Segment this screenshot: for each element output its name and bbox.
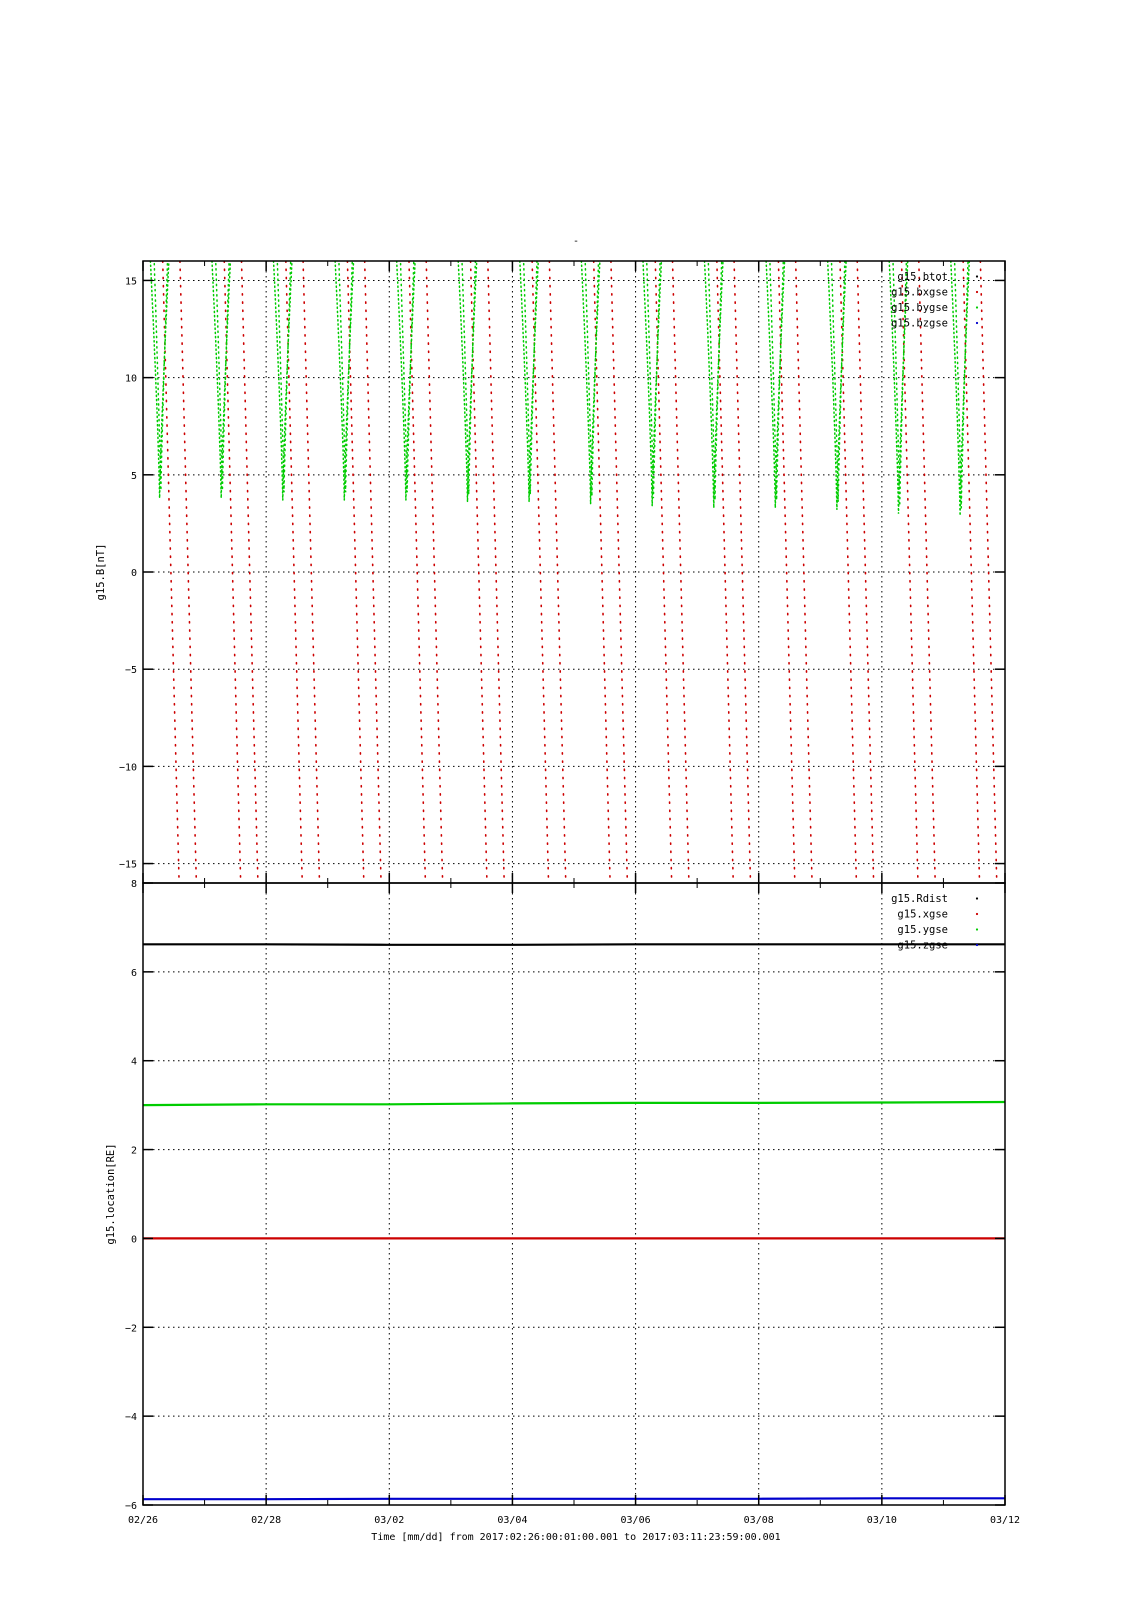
panel1-ytick-label-4: 5 [130, 470, 137, 482]
bygse-dip-12 [889, 261, 908, 514]
panel2-ytick-label-1: −4 [124, 1412, 137, 1424]
panel1-ytick-label-3: 0 [130, 568, 137, 579]
legend-label-g15-bxgse: g15.bxgse [891, 286, 948, 299]
series-line-g15-Rdist [143, 944, 1005, 945]
x-tick-label-2: 03/02 [374, 1515, 405, 1526]
x-axis-label: Time [mm/dd] from 2017:02:26:00:01:00.001 to 2017:03:11:23:59:00.001 [371, 1532, 781, 1543]
bygse-dip-3 [335, 261, 354, 500]
legend-marker-g15-bzgse [976, 322, 978, 324]
bxgse-ramp-30 [1025, 261, 1041, 883]
x-tick-label-3: 03/04 [497, 1515, 528, 1526]
bygse-dip-inner-13 [954, 253, 968, 508]
x-tick-label-5: 03/08 [743, 1515, 774, 1526]
bygse-dip-inner-0 [154, 253, 168, 490]
legend-label-g15-bzgse: g15.bzgse [891, 317, 948, 330]
panel1-ytick-label-2: −5 [124, 665, 137, 677]
legend-marker-g15-bygse [976, 306, 978, 308]
legend-label-g15-zgse: g15.zgse [897, 939, 948, 952]
legend-marker-g15-ygse [976, 928, 978, 930]
bxgse-ramp-2 [163, 261, 179, 883]
bygse-dip-4 [397, 261, 415, 500]
panel2-grid [143, 883, 1005, 1505]
x-tick-label-1: 02/28 [251, 1515, 282, 1526]
panel1-legend [891, 271, 978, 330]
x-tick-label-0: 02/26 [127, 1515, 159, 1526]
panel1-ytick-label-0: −15 [118, 859, 137, 871]
bxgse-ramp-10 [409, 261, 425, 883]
panel2-legend [891, 893, 978, 952]
bygse-dip-2 [274, 261, 293, 500]
bxgse-ramp-8 [347, 261, 363, 883]
panel2-frame [143, 883, 1005, 1505]
legend-marker-g15-xgse [976, 913, 978, 915]
bxgse-ramp-31 [1042, 261, 1058, 883]
panel2-ytick-label-7: 8 [130, 879, 137, 890]
x-tick-label-7: 03/12 [989, 1515, 1021, 1526]
series-line-g15-ygse [143, 1102, 1005, 1105]
legend-marker-g15-bxgse [976, 291, 978, 293]
x-tick-label-6: 03/10 [866, 1515, 897, 1526]
bygse-dip-inner-1 [216, 253, 230, 490]
bxgse-ramp-13 [488, 261, 504, 883]
magnetic-field-panel [95, 253, 1058, 883]
panel1-ticks [119, 261, 1005, 883]
panel1-y-axis-label: g15.B[nT] [95, 543, 107, 601]
panel1-ytick-label-5: 10 [124, 373, 137, 385]
legend-marker-g15-zgse [976, 944, 978, 946]
panel1-ytick-label-6: 15 [124, 276, 137, 288]
legend-label-g15-Rdist: g15.Rdist [891, 893, 948, 905]
panel2-ytick-label-6: 6 [130, 967, 137, 979]
chart-title: - [572, 236, 580, 247]
panel2-ticks [125, 879, 1005, 1512]
panel2-ytick-label-5: 4 [130, 1056, 137, 1068]
legend-label-g15-btot: g15.btot [897, 271, 948, 283]
panel1-ytick-label-1: −10 [118, 762, 137, 774]
panel2-ytick-label-2: −2 [124, 1323, 137, 1335]
panel2-ytick-label-0: −6 [124, 1501, 137, 1512]
x-axis-tick-labels [128, 1515, 1020, 1526]
series-line-g15-zgse [143, 1498, 1005, 1499]
panel2-y-axis-label: g15.location[RE] [105, 1143, 117, 1245]
legend-marker-g15-Rdist [976, 897, 978, 899]
legend-label-g15-ygse: g15.ygse [897, 924, 948, 936]
panel2-ytick-label-4: 2 [130, 1145, 137, 1157]
legend-label-g15-bygse: g15.bygse [891, 302, 948, 314]
panel1-grid [143, 261, 1005, 883]
x-tick-label-4: 03/06 [620, 1515, 651, 1526]
location-panel [105, 879, 1005, 1512]
legend-marker-g15-btot [976, 275, 978, 277]
bxgse-ramp-7 [303, 261, 319, 883]
bxgse-ramp-19 [673, 261, 689, 883]
panel2-ytick-label-3: 0 [130, 1234, 137, 1246]
panel1-data [101, 253, 1058, 883]
bxgse-ramp-27 [919, 261, 935, 883]
legend-label-g15-xgse: g15.xgse [897, 908, 948, 921]
bxgse-ramp-25 [857, 261, 873, 883]
